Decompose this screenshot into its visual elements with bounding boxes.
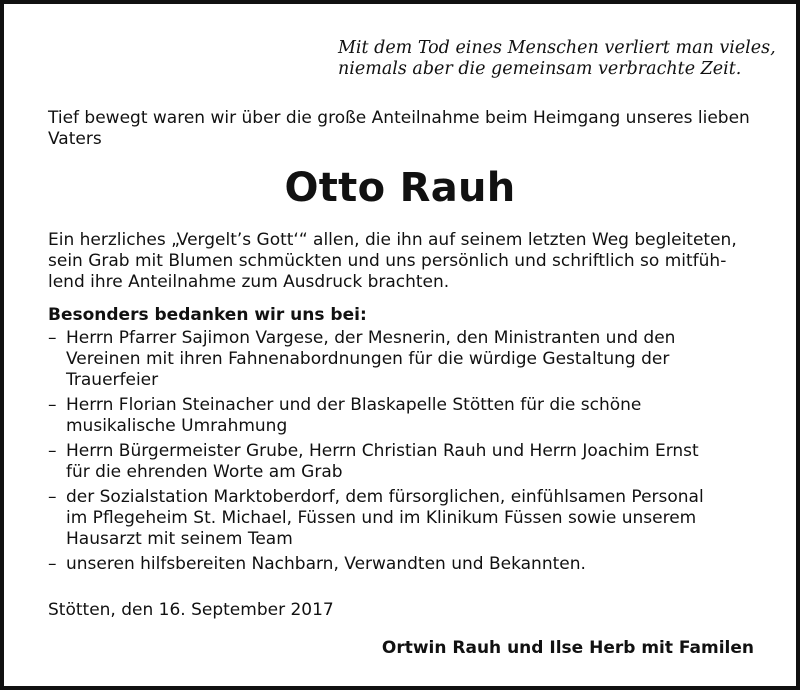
list-item-line: Herrn Bürgermeister Grube, Herrn Christian Rauh und Herrn Joachim Ernst — [66, 441, 699, 461]
intro-line: Tief bewegt waren wir über die große Anteilnahme beim Heimgang unseres lieben — [48, 108, 750, 128]
list-item — [48, 395, 764, 437]
list-dash: – — [48, 395, 57, 415]
list-item — [48, 487, 764, 550]
memorial-quote — [338, 38, 778, 80]
list-item — [48, 554, 764, 575]
intro-text — [48, 108, 764, 150]
list-item — [48, 441, 764, 483]
signature: Ortwin Rauh und Ilse Herb mit Familen — [381, 638, 754, 658]
list-item — [48, 328, 764, 391]
list-item-line: unseren hilfsbereiten Nachbarn, Verwandten und Bekannten. — [66, 554, 586, 574]
list-item-line: für die ehrenden Worte am Grab — [66, 462, 343, 482]
quote-line: Mit dem Tod eines Menschen verliert man vieles, — [338, 38, 776, 58]
list-item-line: der Sozialstation Marktoberdorf, dem fürsorglichen, einfühlsamen Personal — [66, 487, 704, 507]
special-thanks-heading: Besonders bedanken wir uns bei: — [48, 305, 367, 325]
list-item-line: Herrn Pfarrer Sajimon Vargese, der Mesnerin, den Ministranten und den — [66, 328, 676, 348]
list-item-line: Hausarzt mit seinem Team — [66, 529, 293, 549]
list-item-line: Trauerfeier — [66, 370, 159, 390]
list-dash: – — [48, 441, 57, 461]
list-item-line: Vereinen mit ihren Fahnenabordnungen für die würdige Gestaltung der — [66, 349, 670, 369]
thanks-line: sein Grab mit Blumen schmückten und uns persönlich und schriftlich so mitfüh- — [48, 251, 727, 271]
list-item-line: Herrn Florian Steinacher und der Blaskapelle Stötten für die schöne — [66, 395, 642, 415]
place-date: Stötten, den 16. September 2017 — [48, 600, 334, 620]
list-dash: – — [48, 487, 57, 507]
intro-line: Vaters — [48, 129, 102, 149]
thanks-paragraph — [48, 230, 764, 293]
list-dash: – — [48, 328, 57, 348]
thanks-line: Ein herzliches „Vergelt’s Gott‘“ allen, die ihn auf seinem letzten Weg begleiteten, — [48, 230, 737, 250]
thanks-line: lend ihre Anteilnahme zum Ausdruck brachten. — [48, 272, 450, 292]
list-item-line: im Pflegeheim St. Michael, Füssen und im Klinikum Füssen sowie unserem — [66, 508, 697, 528]
quote-line: niemals aber die gemeinsam verbrachte Zeit. — [338, 59, 742, 79]
list-item-line: musikalische Umrahmung — [66, 416, 288, 436]
special-thanks-list — [48, 328, 764, 579]
deceased-name: Otto Rauh — [284, 165, 516, 211]
list-dash: – — [48, 554, 57, 574]
